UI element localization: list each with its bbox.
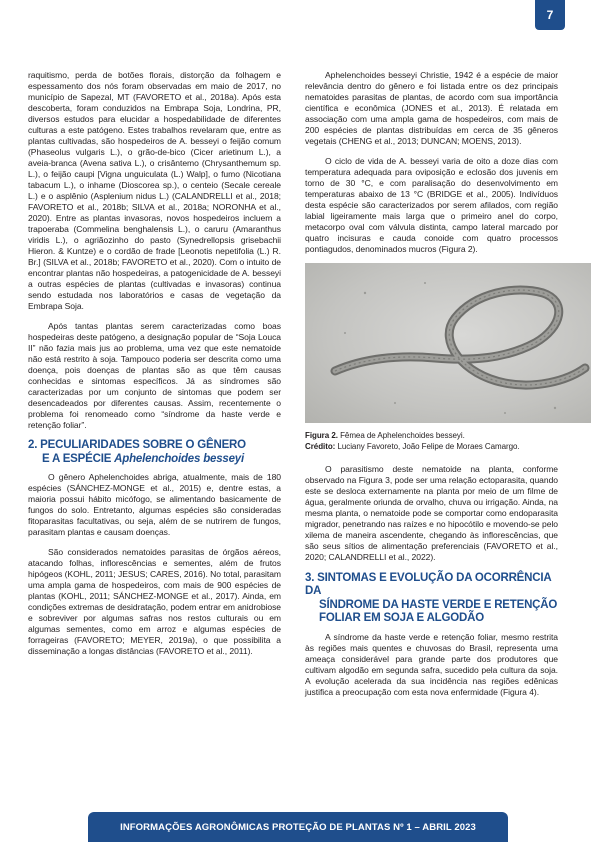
section-heading: 2. PECULIARIDADES SOBRE O GÊNERO E A ESPÉCIE Aphelenchoides besseyi xyxy=(28,439,246,465)
paragraph: O ciclo de vida de A. besseyi varia de oito a doze dias com temperatura adequada para oviposição e eclosão dos juvenis em torno de 30 °C, e com paralisação do desenvolvimento em temperaturas abaixo de 13 °C (BRIDGE et al., 2005). Indivíduos desta espécie são caracterizados por serem afilados, com região labial ligeiramente mais larga que o primeiro anel do corpo, metacorpo oval com válvula distinta, campo lateral marcado por quatro incisuras e cauda conoide com quatro processos pontiagudos, denominados mucros (Figura 2). xyxy=(305,155,558,254)
footer-banner: INFORMAÇÕES AGRONÔMICAS PROTEÇÃO DE PLANTAS Nº 1 – ABRIL 2023 xyxy=(88,812,508,842)
paragraph: Aphelenchoides besseyi Christie, 1942 é a espécie de maior relevância dentro do gênero e foi listada entre os dez principais nematoides parasitas de plantas, de acordo com sua importância científica e econômica (JONES et al., 2013). É relatada em associação com uma ampla gama de hospedeiros, com mais de 200 espécies de plantas distribuídas em cerca de 35 gêneros vegetais (CHENG et al., 2013; DUNCAN; MOENS, 2013). xyxy=(305,70,558,146)
nematode-micrograph xyxy=(305,263,591,423)
figure-caption: Figura 2. Fêmea de Aphelenchoides besseyi. Crédito: Luciany Favoreto, João Felipe de Moraes Camargo. xyxy=(305,431,520,451)
paragraph: São considerados nematoides parasitas de órgãos aéreos, atacando folhas, inflorescências e sementes, além de frutos hipógeos (KOHL, 2011; JESUS; CARES, 2016). No total, parasitam uma ampla gama de hospedeiros, com mais de 900 espécies de plantas (KOHL, 2011; SÁNCHEZ-MONGE et al., 2017). Ainda, em condições extremas de desidratação, podem entrar em anidrobiose e sobreviver por algumas safras nos restos culturais ou em algumas sementes, como em arroz e algumas espécies de forrageiras (FAVORETO; MEYER, 2019a), o que possibilita a disseminação a longas distâncias (FAVORETO et al., 2011). xyxy=(28,546,281,656)
paragraph: O gênero Aphelenchoides abriga, atualmente, mais de 180 espécies (SÁNCHEZ-MONGE et al., 2015) e, dentre estas, a maioria possui hábito micófogo, se alimentando basicamente de fungos do solo. Entretanto, algumas espécies são consideradas fitoparasitas facultativas, ou seja, além de se nutrirem de fungos, parasitam plantas e causam doenças. xyxy=(28,472,281,537)
paragraph: raquitismo, perda de botões florais, distorção da folhagem e espessamento dos nós foram observadas em maio de 2017, no município de Sapezal, MT (FAVORETO et al., 2018a). Após esta descoberta, foram conduzidos na Embrapa Soja, Londrina, PR, diversos estudos para elucidar a hospedabilidade de diferentes culturas a este patógeno. Estes trabalhos revelaram que, entre as plantas cultivadas, são hospedeiros de A. besseyi o feijão comum (Phaseolus vulgaris L.), o grão-de-bico (Cicer arietinum L.), a aveia-branca (Avena sativa L.), o crisântemo (Chrysanthemum sp. L.), o feijão caupi [Vigna unguiculata (L.) Walp], o fumo (Nicotiana tabacum L.), o inhame (Dioscorea sp.), o centeio (Secale cereale L.) e o asplênio (Asplenium nidus L.) (CALANDRELLI et al., 2018; FAVORETO et al., 2018b; SILVA et al., 2018a; NORONHA et al., 2020). Entre as plantas invasoras, novos hospedeiros incluem a trapoeraba (Commelina benghalensis L.), o caruru (Amaranthus viridis L.), o agriãozinho do pasto (Synedrellopsis grisebachii Hieron. & Kuntze) e o cordão de frade [Leonotis nepetifolia (L.) R. Br.] (SILVA et al., 2018b; FAVORETO et al., 2020). Com o intuito de encontrar plantas não hospedeiras, a patogenicidade de A. besseyi a outras espécies de plantas (cultivadas e invasoras) continua sendo estudada nos laboratórios e casas de vegetação da Embrapa Soja. xyxy=(28,70,281,311)
page-number: 7 xyxy=(535,0,565,30)
paragraph: A síndrome da haste verde e retenção foliar, mesmo restrita às regiões mais quentes e chuvosas do Brasil, representa uma ameaça considerável para grande parte dos produtores que cultivam algodão em segunda safra, sucedido pela cultura da soja. A evolução acelerada da sua incidência nas regiões edênicas justifica a preocupação com esta nova enfermidade (Figura 4). xyxy=(305,631,558,697)
nematode-image xyxy=(305,263,591,423)
left-column xyxy=(28,70,281,665)
paragraph: Após tantas plantas serem caracterizadas como boas hospedeiras deste patógeno, a designação popular de “Soja Louca II” não fazia mais jus ao problema, uma vez que este nematoide não está restrito à soja. Tampouco poderia ser descrita como uma doença, pois doenças de plantas são as que têm causas conhecidas e sintomas específicos. Já as síndromes são caracterizadas por um conjunto de sintomas que podem ser desencadeados por diferentes causas. Assim, recentemente o problema foi renomeado como “síndrome da haste verde e retenção foliar”. xyxy=(28,320,281,430)
section-heading: 3. SINTOMAS E EVOLUÇÃO DA OCORRÊNCIA DA SÍNDROME DA HASTE VERDE E RETENÇÃO FOLIAR EM SOJA E ALGODÃO xyxy=(305,571,558,624)
paragraph: O parasitismo deste nematoide na planta, conforme observado na Figura 3, pode ser uma relação ectoparasita, quando este se desloca externamente na planta por meio de um filme de água, geralmente oriunda de orvalho, chuva ou irrigação. Ainda, na mesma planta, o nematoide pode se comportar como endoparasita migrador, penetrando nas raízes e no hipocótilo e movendo-se pelo xilema de maneira ascendente, chegando às inflorescências, que são seus sítios de alimentação preferenciais (FAVORETO et al., 2020; CALANDRELLI et al., 2022). xyxy=(305,464,558,562)
right-column xyxy=(305,70,558,706)
